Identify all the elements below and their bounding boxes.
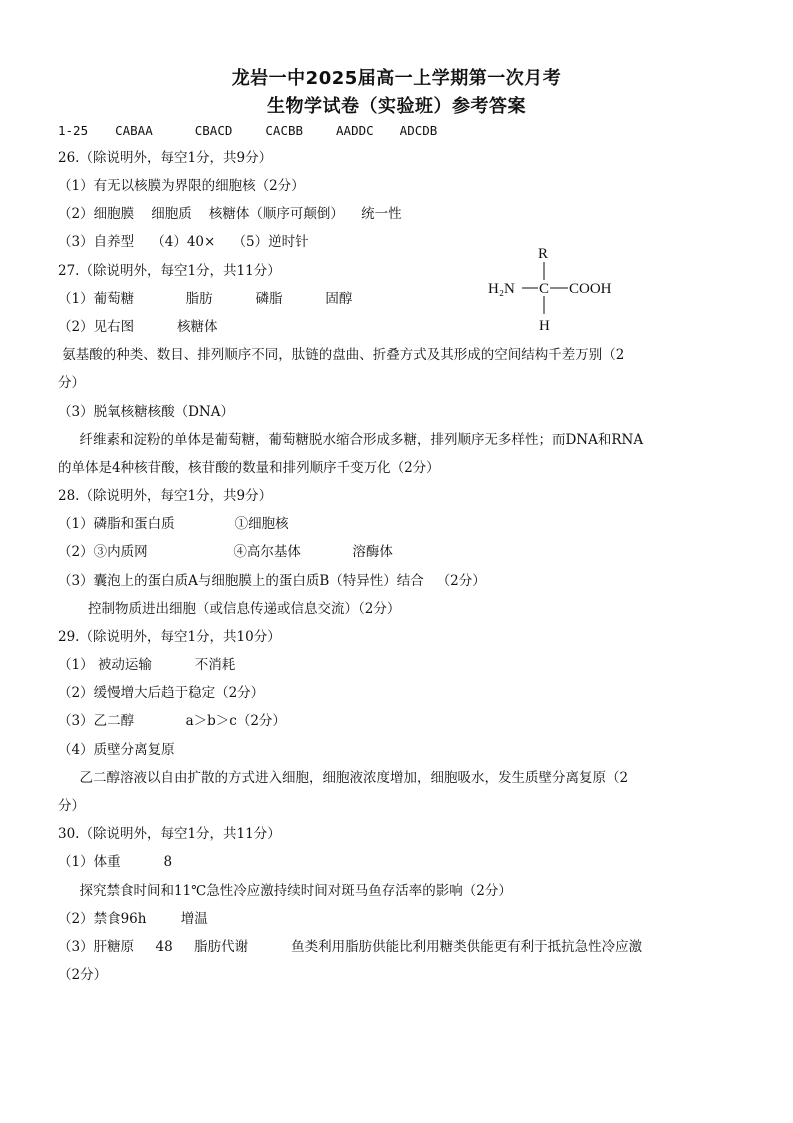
mcq-group-4: AADDC <box>336 123 374 138</box>
q26-answer-2: （2）细胞膜 细胞质 核糖体（顺序可颠倒） 统一性 <box>58 206 402 222</box>
q30-answer-1-explanation: 探究禁食时间和11℃急性冷应激持续时间对斑马鱼存活率的影响（2分） <box>58 883 512 899</box>
q27-answer-2: （2）见右图 核糖体 <box>58 319 218 335</box>
q27-answer-2-explanation-end: 分） <box>58 375 85 391</box>
mcq-group-1: CABAA <box>115 123 153 138</box>
q28-answer-1: （1）磷脂和蛋白质 ①细胞核 <box>58 516 289 532</box>
formula-amino-group: H₂N <box>488 281 515 297</box>
q30-answer-2: （2）禁食96h 增温 <box>58 911 208 927</box>
q28-heading: 28.（除说明外，每空1分，共9分） <box>58 488 273 504</box>
q28-answer-3-continued: 控制物质进出细胞（或信息传递或信息交流）（2分） <box>58 601 401 617</box>
q29-answer-3: （3）乙二醇 a＞b＞c（2分） <box>58 713 286 729</box>
q29-answer-4: （4）质壁分离复原 <box>58 742 175 758</box>
document-subtitle: 生物学试卷（实验班）参考答案 <box>267 96 526 117</box>
document-title: 龙岩一中2025届高一上学期第一次月考 <box>231 68 562 89</box>
q30-heading: 30.（除说明外，每空1分，共11分） <box>58 826 281 842</box>
q27-answer-1: （1）葡萄糖 脂肪 磷脂 固醇 <box>58 291 353 307</box>
q27-heading: 27.（除说明外，每空1分，共11分） <box>58 263 281 279</box>
q27-answer-3: （3）脱氧核糖核酸（DNA） <box>58 404 234 420</box>
q29-answer-4-explanation: 乙二醇溶液以自由扩散的方式进入细胞，细胞液浓度增加，细胞吸水，发生质壁分离复原（2 <box>58 770 629 786</box>
q27-answer-3-explanation-end: 的单体是4种核苷酸，核苷酸的数量和排列顺序千变万化（2分） <box>58 460 440 476</box>
formula-r-group: R <box>538 246 549 262</box>
q29-answer-1: （1） 被动运输 不消耗 <box>58 657 236 673</box>
mcq-answers <box>58 122 437 140</box>
mcq-group-2: CBACD <box>194 123 233 138</box>
formula-central-carbon: C <box>539 281 550 297</box>
q27-answer-2-explanation: 氨基酸的种类、数目、排列顺序不同，肽链的盘曲、折叠方式及其形成的空间结构千差万别（2 <box>58 347 625 363</box>
formula-carboxyl-group: COOH <box>569 281 612 297</box>
q28-answer-2: （2）③内质网 ④高尔基体 溶酶体 <box>58 544 393 560</box>
q29-answer-2: （2）缓慢增大后趋于稳定（2分） <box>58 685 265 701</box>
mcq-group-3: CACBB <box>265 123 304 138</box>
q29-answer-4-explanation-end: 分） <box>58 798 85 814</box>
q27-answer-3-explanation: 纤维素和淀粉的单体是葡萄糖，葡萄糖脱水缩合形成多糖，排列顺序无多样性；而DNA和RNA <box>58 432 644 448</box>
q30-answer-3-end: （2分） <box>58 967 108 983</box>
formula-bottom-h: H <box>539 318 550 334</box>
q26-heading: 26.（除说明外，每空1分，共9分） <box>58 150 273 166</box>
amino-acid-structure-diagram <box>480 240 640 340</box>
q26-answer-1: （1）有无以核膜为界限的细胞核（2分） <box>58 178 305 194</box>
q29-heading: 29.（除说明外，每空1分，共10分） <box>58 629 281 645</box>
q28-answer-3: （3）囊泡上的蛋白质A与细胞膜上的蛋白质B（特异性）结合 （2分） <box>58 573 486 589</box>
mcq-group-5: ADCDB <box>399 123 438 138</box>
q30-answer-3: （3）肝糖原 48 脂肪代谢 鱼类利用脂肪供能比利用糖类供能更有利于抵抗急性冷应激 <box>58 939 643 955</box>
q30-answer-1: （1）体重 8 <box>58 854 173 870</box>
q26-answer-3: （3）自养型 （4）40× （5）逆时针 <box>58 234 309 250</box>
mcq-range: 1-25 <box>58 123 89 138</box>
